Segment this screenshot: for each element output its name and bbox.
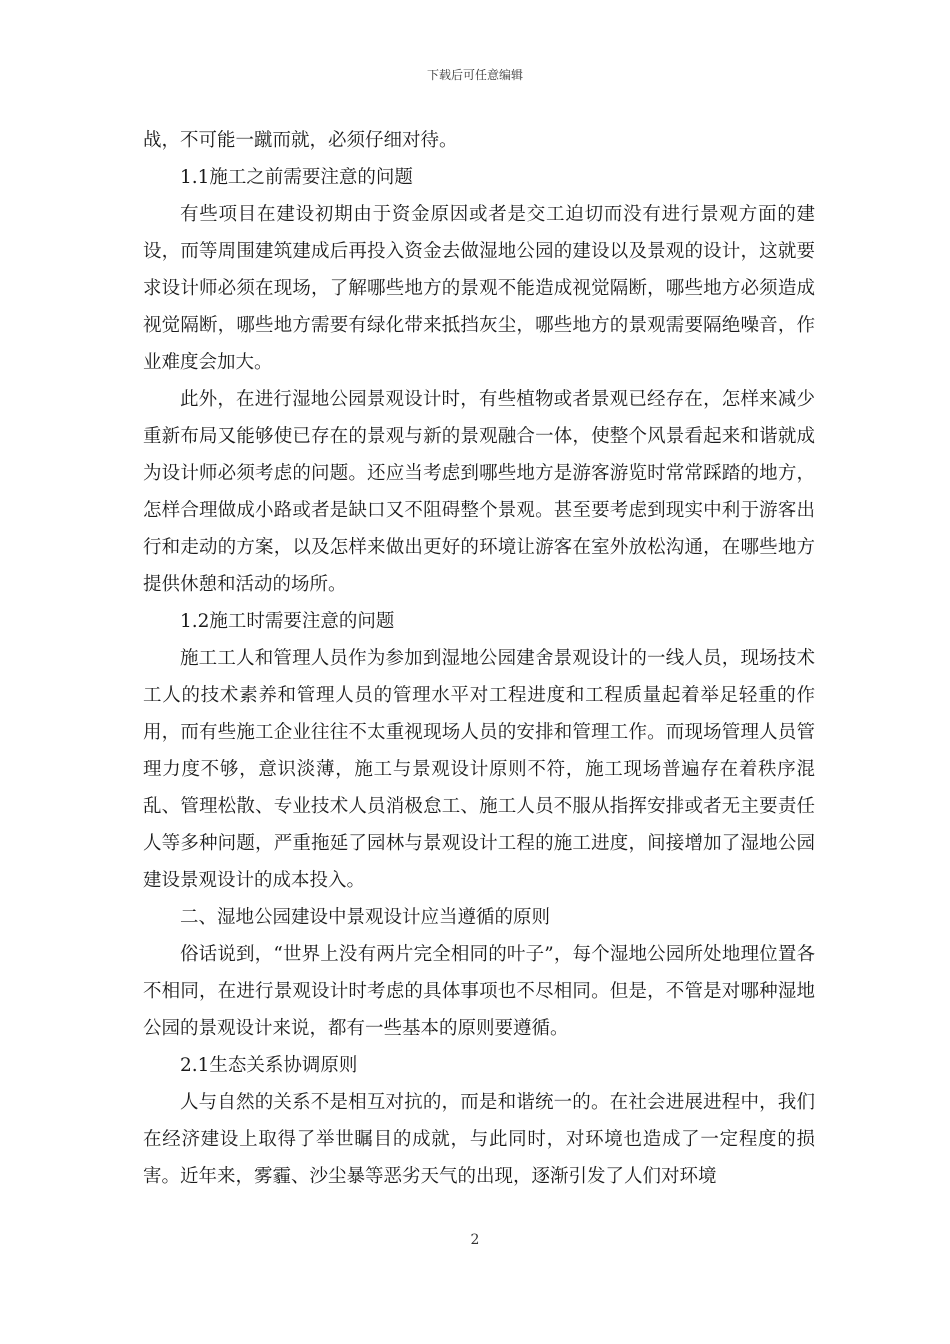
- section-heading-1-1: 1.1施工之前需要注意的问题: [180, 167, 413, 188]
- body-text: [143, 122, 815, 1195]
- paragraph: 此外，在进行湿地公园景观设计时，有些植物或者景观已经存在，怎样来减少重新布局又能够使已存在的景观与新的景观融合一体，使整个风景看起来和谐就成为设计师必须考虑的问题。还应当考虑到哪些地方是游客游览时常常踩踏的地方，怎样合理做成小路或者是缺口又不阻碍整个景观。甚至要考虑到现实中利于游客出行和走动的方案，以及怎样来做出更好的环境让游客在室外放松沟通，在哪些地方提供休憩和活动的场所。: [143, 389, 815, 595]
- paragraph-continuation: 战，不可能一蹴而就，必须仔细对待。: [143, 130, 458, 151]
- section-heading-2: 二、湿地公园建设中景观设计应当遵循的原则: [180, 907, 551, 928]
- section-heading-1-2: 1.2施工时需要注意的问题: [180, 611, 395, 632]
- paragraph: 俗话说到，“世界上没有两片完全相同的叶子”，每个湿地公园所处地理位置各不相同，在进行景观设计时考虑的具体事项也不尽相同。但是，不管是对哪种湿地公园的景观设计来说，都有一些基本的原则要遵循。: [143, 944, 815, 1039]
- paragraph: 有些项目在建设初期由于资金原因或者是交工迫切而没有进行景观方面的建设，而等周围建筑建成后再投入资金去做湿地公园的建设以及景观的设计，这就要求设计师必须在现场，了解哪些地方的景观不能造成视觉隔断，哪些地方必须造成视觉隔断，哪些地方需要有绿化带来抵挡灰尘，哪些地方的景观需要隔绝噪音，作业难度会加大。: [143, 204, 815, 373]
- paragraph: 人与自然的关系不是相互对抗的，而是和谐统一的。在社会进展进程中，我们在经济建设上取得了举世瞩目的成就，与此同时，对环境也造成了一定程度的损害。近年来，雾霾、沙尘暴等恶劣天气的出现，逐渐引发了人们对环境: [143, 1092, 815, 1187]
- page-header: 下载后可任意编辑: [426, 68, 523, 82]
- paragraph: 施工工人和管理人员作为参加到湿地公园建舍景观设计的一线人员，现场技术工人的技术素养和管理人员的管理水平对工程进度和工程质量起着举足轻重的作用，而有些施工企业往往不太重视现场人员的安排和管理工作。而现场管理人员管理力度不够，意识淡薄，施工与景观设计原则不符，施工现场普遍存在着秩序混乱、管理松散、专业技术人员消极怠工、施工人员不服从指挥安排或者无主要责任人等多种问题，严重拖延了园林与景观设计工程的施工进度，间接增加了湿地公园建设景观设计的成本投入。: [143, 648, 815, 891]
- page-number: 2: [470, 1232, 480, 1248]
- section-heading-2-1: 2.1生态关系协调原则: [180, 1055, 358, 1076]
